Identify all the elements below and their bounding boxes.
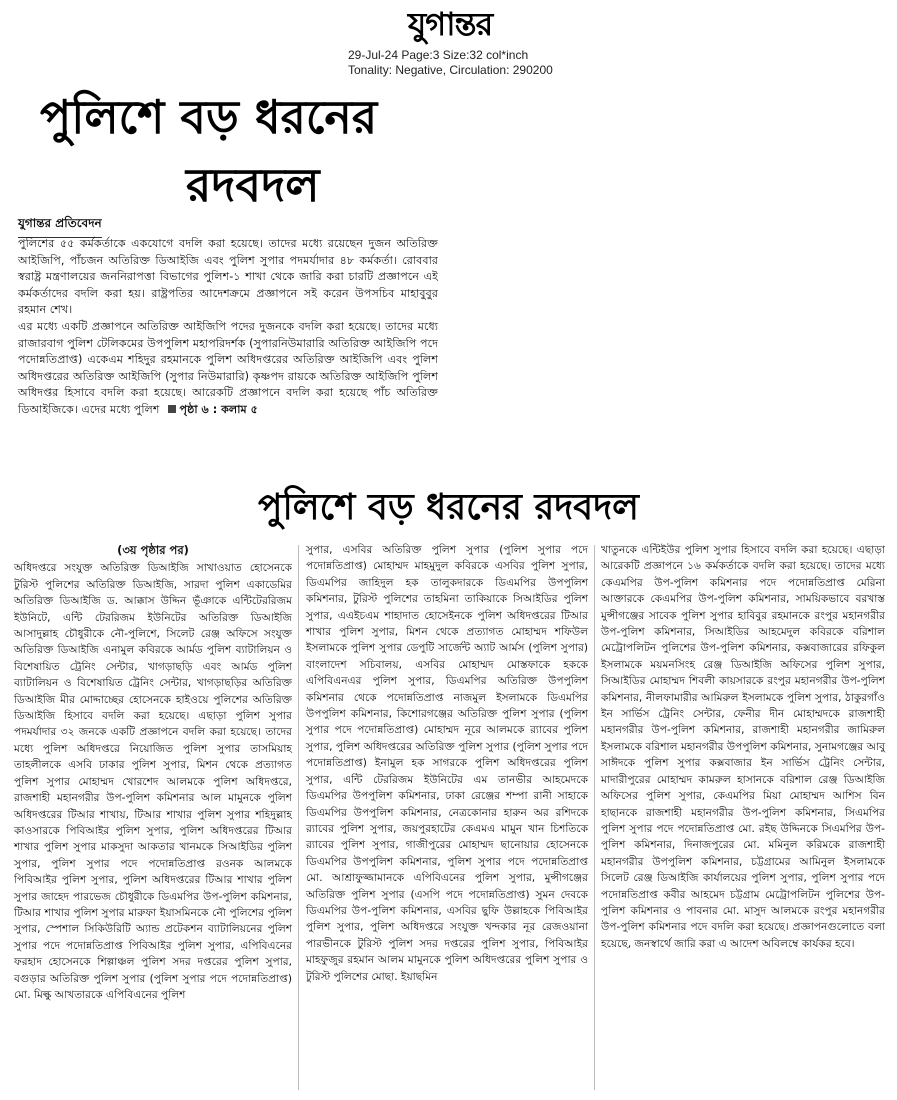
column-3-text: খাতুনকে এন্টিইউর পুলিশ সুপার হিসাবে বদলি করা হয়েছে। এছাড়া আরেকটি প্রজ্ঞাপনে ১৬ কর্মকর্তাকে বদলি করা হয়েছে। তাদের মধ্যে কেএমপির উপ-পুলিশ কমিশনার পদে পদোন্নতিপ্রাপ্ত মেরিনা আক্তারকে কেএমপির উপ-পুলিশ কমিশনার, সাময়িকভাবে বরখাস্ত মুন্সীগঞ্জের সাবেক পুলিশ সুপার হাবিবুর রহমানকে রংপুর মহানগরীর উপ-পুলিশ কমিশনার, সিআইডির আহমেদুল কবিরকে বরিশাল মেট্রোপলিটন পুলিশের উপ-পুলিশ কমিশনার, কক্সবাজারের রফিকুল ইসলামকে ময়মনসিংহ রেঞ্জ ডিআইজি অফিসের পুলিশ সুপার, সিআইডির মোহাম্মদ শিবলী কায়সারকে রংপুর মহানগরীর উপ-পুলিশ কমিশনার, নীলফামারীর আমিরুল ইসলামকে পুলিশ সুপার, ঠাকুরগাঁও ইন সার্ভিস ট্রেনিং সেন্টার, ফেনীর দীন মোহাম্মদকে রাজশাহী মহানগরীর উপ-পুলিশ কমিশনার, রাজশাহী মহানগরীর জামিরুল ইসলামকে বরিশাল মহানগরীর উপপুলিশ কমিশনার, সুনামগঞ্জের আবু সাঈদকে পুলিশ সুপার কক্সবাজার ইন সার্ভিস ট্রেনিং সেন্টার, মাদারীপুরের মোহাম্মদ কামরুল হাসানকে বরিশাল রেঞ্জ ডিআইজি অফিসের পুলিশ সুপার, কেএমপির মিয়া মোহাম্মদ আশিস বিন হাছানকে রাজশাহী মহানগরীর উপ-পুলিশ কমিশনার, সিএমপির পুলিশ সুপার পদে পদোন্নতিপ্রাপ্ত মো. রইছ উদ্দিনকে সিএমপির উপ-পুলিশ কমিশনার, দিনাজপুরের মো. মমিনুল করিমকে রাজশাহী মহানগরীর উপপুলিশ কমিশনার, চট্টগ্রামের আমিনুল ইসলামকে সিলেট রেঞ্জ ডিআইজি কার্যালয়ের পুলিশ সুপার, পুলিশ সুপার পদে পদোন্নতিপ্রাপ্ত কবীর আহমেদ চট্টগ্রাম মেট্রোপলিটন পুলিশের উপ-পুলিশ কমিশনার ও পাবনার মো. মাসুদ আলমকে রংপুর মহানগরীর উপ-পুলিশ কমিশনার পদে বদলি করা হয়েছে। প্রজ্ঞাপনগুলোতে বলা হয়েছে, জনস্বার্থে জারি করা এ আদেশ অবিলম্বে কার্যকর হবে। [601,544,885,950]
headline-line-1: পুলিশে বড় ধরনের [40,90,378,144]
column-divider [298,545,299,1090]
article-column-2 [306,542,588,985]
main-headline [28,88,498,214]
byline: যুগান্তর প্রতিবেদন [18,215,102,238]
meta-date-page: 29-Jul-24 Page:3 Size:32 col*inch [348,48,529,62]
square-bullet-icon [168,405,176,413]
article-column-1 [14,542,292,1003]
lead-paragraph-2 [18,319,438,419]
jump-reference [168,403,258,416]
lead-paragraph-2-text: এর মধ্যে একটি প্রজ্ঞাপনে অতিরিক্ত আইজিপি পদের দুজনকে বদলি করা হয়েছে। তাদের মধ্যে রাজারবাগ পুলিশ টেলিকমের উপপুলিশ মহাপরিদর্শক (সুপারনিউমারারি অতিরিক্ত আইজিপি পদে পদোন্নতিপ্রাপ্ত) একেএম শহিদুর রহমানকে পুলিশ অধিদপ্তরের অতিরিক্ত আইজিপি এবং পুলিশ অধিদপ্তরের অতিরিক্ত আইজিপি (সুপার নিউমারারি) কৃষ্ণপদ রায়কে অতিরিক্ত আইজিপি পুলিশ অধিদপ্তর হিসাবে বদলি করা হয়েছে। আরেকটি প্রজ্ঞাপনে বদলি করা হয়েছে পাঁচ অতিরিক্ত ডিআইজিকে। এদের মধ্যে পুলিশ [18,319,438,416]
headline-line-2: রদবদল [186,158,320,212]
newspaper-name: যুগান্তর [407,5,493,43]
lead-paragraph-1: পুলিশের ৫৫ কর্মকর্তাকে একযোগে বদলি করা হয়েছে। তাদের মধ্যে রয়েছেন দুজন অতিরিক্ত আইজিপি, পাঁচজন অতিরিক্ত ডিআইজি এবং পুলিশ সুপার পদমর্যাদার ৪৮ কর্মকর্তা। রোববার স্বরাষ্ট্র মন্ত্রণালয়ের জননিরাপত্তা বিভাগের পুলিশ-১ শাখা থেকে জারি করা চারটি প্রজ্ঞাপনে এই কর্মকর্তাদের বদলি করা হয়। রাষ্ট্রপতির আদেশক্রমে প্রজ্ঞাপনে সই করেন উপসচিব মাহাবুবুর রহমান শেখ। [18,237,438,317]
newspaper-masthead [340,6,560,42]
column-2-text: সুপার, এসবির অতিরিক্ত পুলিশ সুপার (পুলিশ সুপার পদে পদোন্নতিপ্রাপ্ত) মোহাম্মদ মাহমুদুল কবিরকে এসবির পুলিশ সুপার, ডিএমপির জাহিদুল হক তালুকদারকে ডিএমপির উপপুলিশ কমিশনার, টুরিস্ট পুলিশের তাহমিনা তাকিয়াকে সিআইডির পুলিশ সুপার, এএইচএম শাহাদাত হোসেইনকে পুলিশ অধিদপ্তরের টিআর শাখার পুলিশ সুপার, মিশন থেকে প্রত্যাগত মোহাম্মদ শফিউল ইসলামকে পুলিশ সুপার ডেপুটি সার্জেন্ট অ্যাট আর্মস (পুলিশ সুপার) বাংলাদেশ সচিবালয়, এসবির মোহাম্মদ মোস্তফাকে হককে এপিবিএনএর পুলিশ সুপার, ডিএমপির অতিরিক্ত উপপুলিশ কমিশনার থেকে পদোন্নতিপ্রাপ্ত নাজমুল ইসলামকে ডিএমপির উপপুলিশ কমিশনার, কিশোরগঞ্জের অতিরিক্ত পুলিশ সুপার (পুলিশ সুপার পদে পদোন্নতিপ্রাপ্ত) মোহাম্মদ নূরে আলমকে র‌্যাবের পুলিশ সুপার, পুলিশ অধিদপ্তরের অতিরিক্ত পুলিশ সুপার (পুলিশ সুপার পদে পদোন্নতিপ্রাপ্ত) ইনামুল হক সাগরকে পুলিশ অধিদপ্তরের পুলিশ সুপার, এন্টি টেররিজম ইউনিটের এম তানভীর আহমেদকে ডিএমপির উপপুলিশ কমিশনার, ঢাকা রেঞ্জের শম্পা রানী সাহাকে ডিএমপির উপপুলিশ কমিশনার, নেত্রকোনার হারুন অর রশিদকে র‌্যাবের পুলিশ সুপার, জয়পুরহাটের কেএমএ মামুন খান চিশতিকে র‌্যাবের পুলিশ সুপার, গাজীপুরের মোহাম্মদ ছানোয়ার হোসেনকে ডিএমপির উপপুলিশ কমিশনার, পুলিশ সুপার পদে পদোন্নতিপ্রাপ্ত মো. আশ্রাফুজ্জামানকে এপিবিএনের পুলিশ সুপার, মুন্সীগঞ্জের অতিরিক্ত পুলিশ সুপার (এসপি পদে পদোন্নতিপ্রাপ্ত) সুমন দেবকে ডিএমপির উপ-পুলিশ কমিশনার, এসবির ছুফি উল্লাহকে পিবিআইর পুলিশ সুপার, পুলিশ অধিদপ্তরে সংযুক্ত খন্দকার নূর রেজওয়ানা পারভীনকে টুরিস্ট পুলিশ সদর দপ্তরের পুলিশ সুপার, পিবিআইর মাহফুজুর রহমান আলম মামুনকে পুলিশ অধিদপ্তরের পুলিশ সুপার ও টুরিস্ট পুলিশের মোছা. ইয়াছমিন [306,544,588,983]
continued-label: (৩য় পৃষ্ঠার পর) [117,543,189,557]
jump-reference-text: পৃষ্ঠা ৬ : কলাম ৫ [179,402,258,416]
column-1-text: অধিদপ্তরে সংযুক্ত অতিরিক্ত ডিআইজি সাখাওয়াত হোসেনকে টুরিস্ট পুলিশের অতিরিক্ত ডিআইজি, সারদা পুলিশ একাডেমির অতিরিক্ত ডিআইজি ড. আক্কাস উদ্দিন ভূঁঞাকে এন্টিটেররিজম ইউনিটে, এন্টি টেররিজম ইউনিটের অতিরিক্ত ডিআইজি আসাদুল্লাহ চৌধুরীকে নৌ-পুলিশে, সিলেট রেঞ্জ অফিসে সংযুক্ত অতিরিক্ত ডিআইজি এনামুল কবিরকে আর্মড পুলিশ ব্যাটালিয়ন ও বিশেষায়িত ট্রেনিং সেন্টার, খাগড়াছড়ি এবং আর্মড পুলিশ ব্যাটালিয়ন ও বিশেষায়িত ট্রেনিং সেন্টার, খাগড়াছড়ির অতিরিক্ত ডিআইজি মীর মোদ্দাচ্ছের হোসেনকে হাইওয়ে পুলিশের অতিরিক্ত ডিআইজি হিসাবে বদলি করা হয়েছে। এছাড়া পুলিশ সুপার পদমর্যাদার ৩২ জনকে একটি প্রজ্ঞাপনে বদলি করা হয়েছে। তাদের মধ্যে পুলিশ অধিদপ্তরে নিয়োজিত পুলিশ সুপার তাসমিয়াহ তাহলীলকে এসবি ঢাকার পুলিশ সুপার, মিশন থেকে প্রত্যাগত পুলিশ সুপার মোহাম্মদ খোরশেদ আলমকে পুলিশ অধিদপ্তরে, রাজশাহী মহানগরীর উপ-পুলিশ কমিশনার আল মামুনকে পুলিশ অধিদপ্তরের টিআর শাখায়, টিআর শাখার পুলিশ সুপার শহিদুল্লাহ কাওসারকে পিবিআইর পুলিশ সুপার, পুলিশ অধিদপ্তরের টিআর শাখার পুলিশ সুপার মাকসুদা আকতার খানমকে সিআইডির পুলিশ সুপার, পুলিশ সুপার পদে পদোন্নতিপ্রাপ্ত রওনক আলমকে পিবিআইর পুলিশ সুপার, পুলিশ অধিদপ্তরের টিআর শাখার পুলিশ সুপার জাহেদ পারভেজ চৌধুরীকে ডিএমপির উপ-পুলিশ কমিশনার, টিআর শাখার পুলিশ সুপার মারুফা ইয়াসমিনকে নৌ পুলিশের পুলিশ সুপার, স্পেশাল সিকিউরিটি অ্যান্ড প্রটেকশন ব্যাটালিয়নের পুলিশ সুপার পদে পদোন্নতিপ্রাপ্ত পিবিআইর পুলিশ সুপার, এপিবিএনের ফরহাদ হোসেনকে শিল্পাঞ্চল পুলিশ সদর দপ্তরের পুলিশ সুপার, বগুড়ার অতিরিক্ত পুলিশ সুপার (পুলিশ সুপার পদে পদোন্নতিপ্রাপ্ত) মো. মিল্কু আখতারকে এপিবিএনের পুলিশ [14,562,292,1001]
clipping-metadata [348,48,608,78]
article-column-3 [601,542,885,952]
meta-tonality: Tonality: Negative, Circulation: 290200 [348,63,553,77]
continuation-headline: পুলিশে বড় ধরনের রদবদল [258,487,639,528]
column-divider [594,545,595,1090]
lead-article [18,236,438,419]
